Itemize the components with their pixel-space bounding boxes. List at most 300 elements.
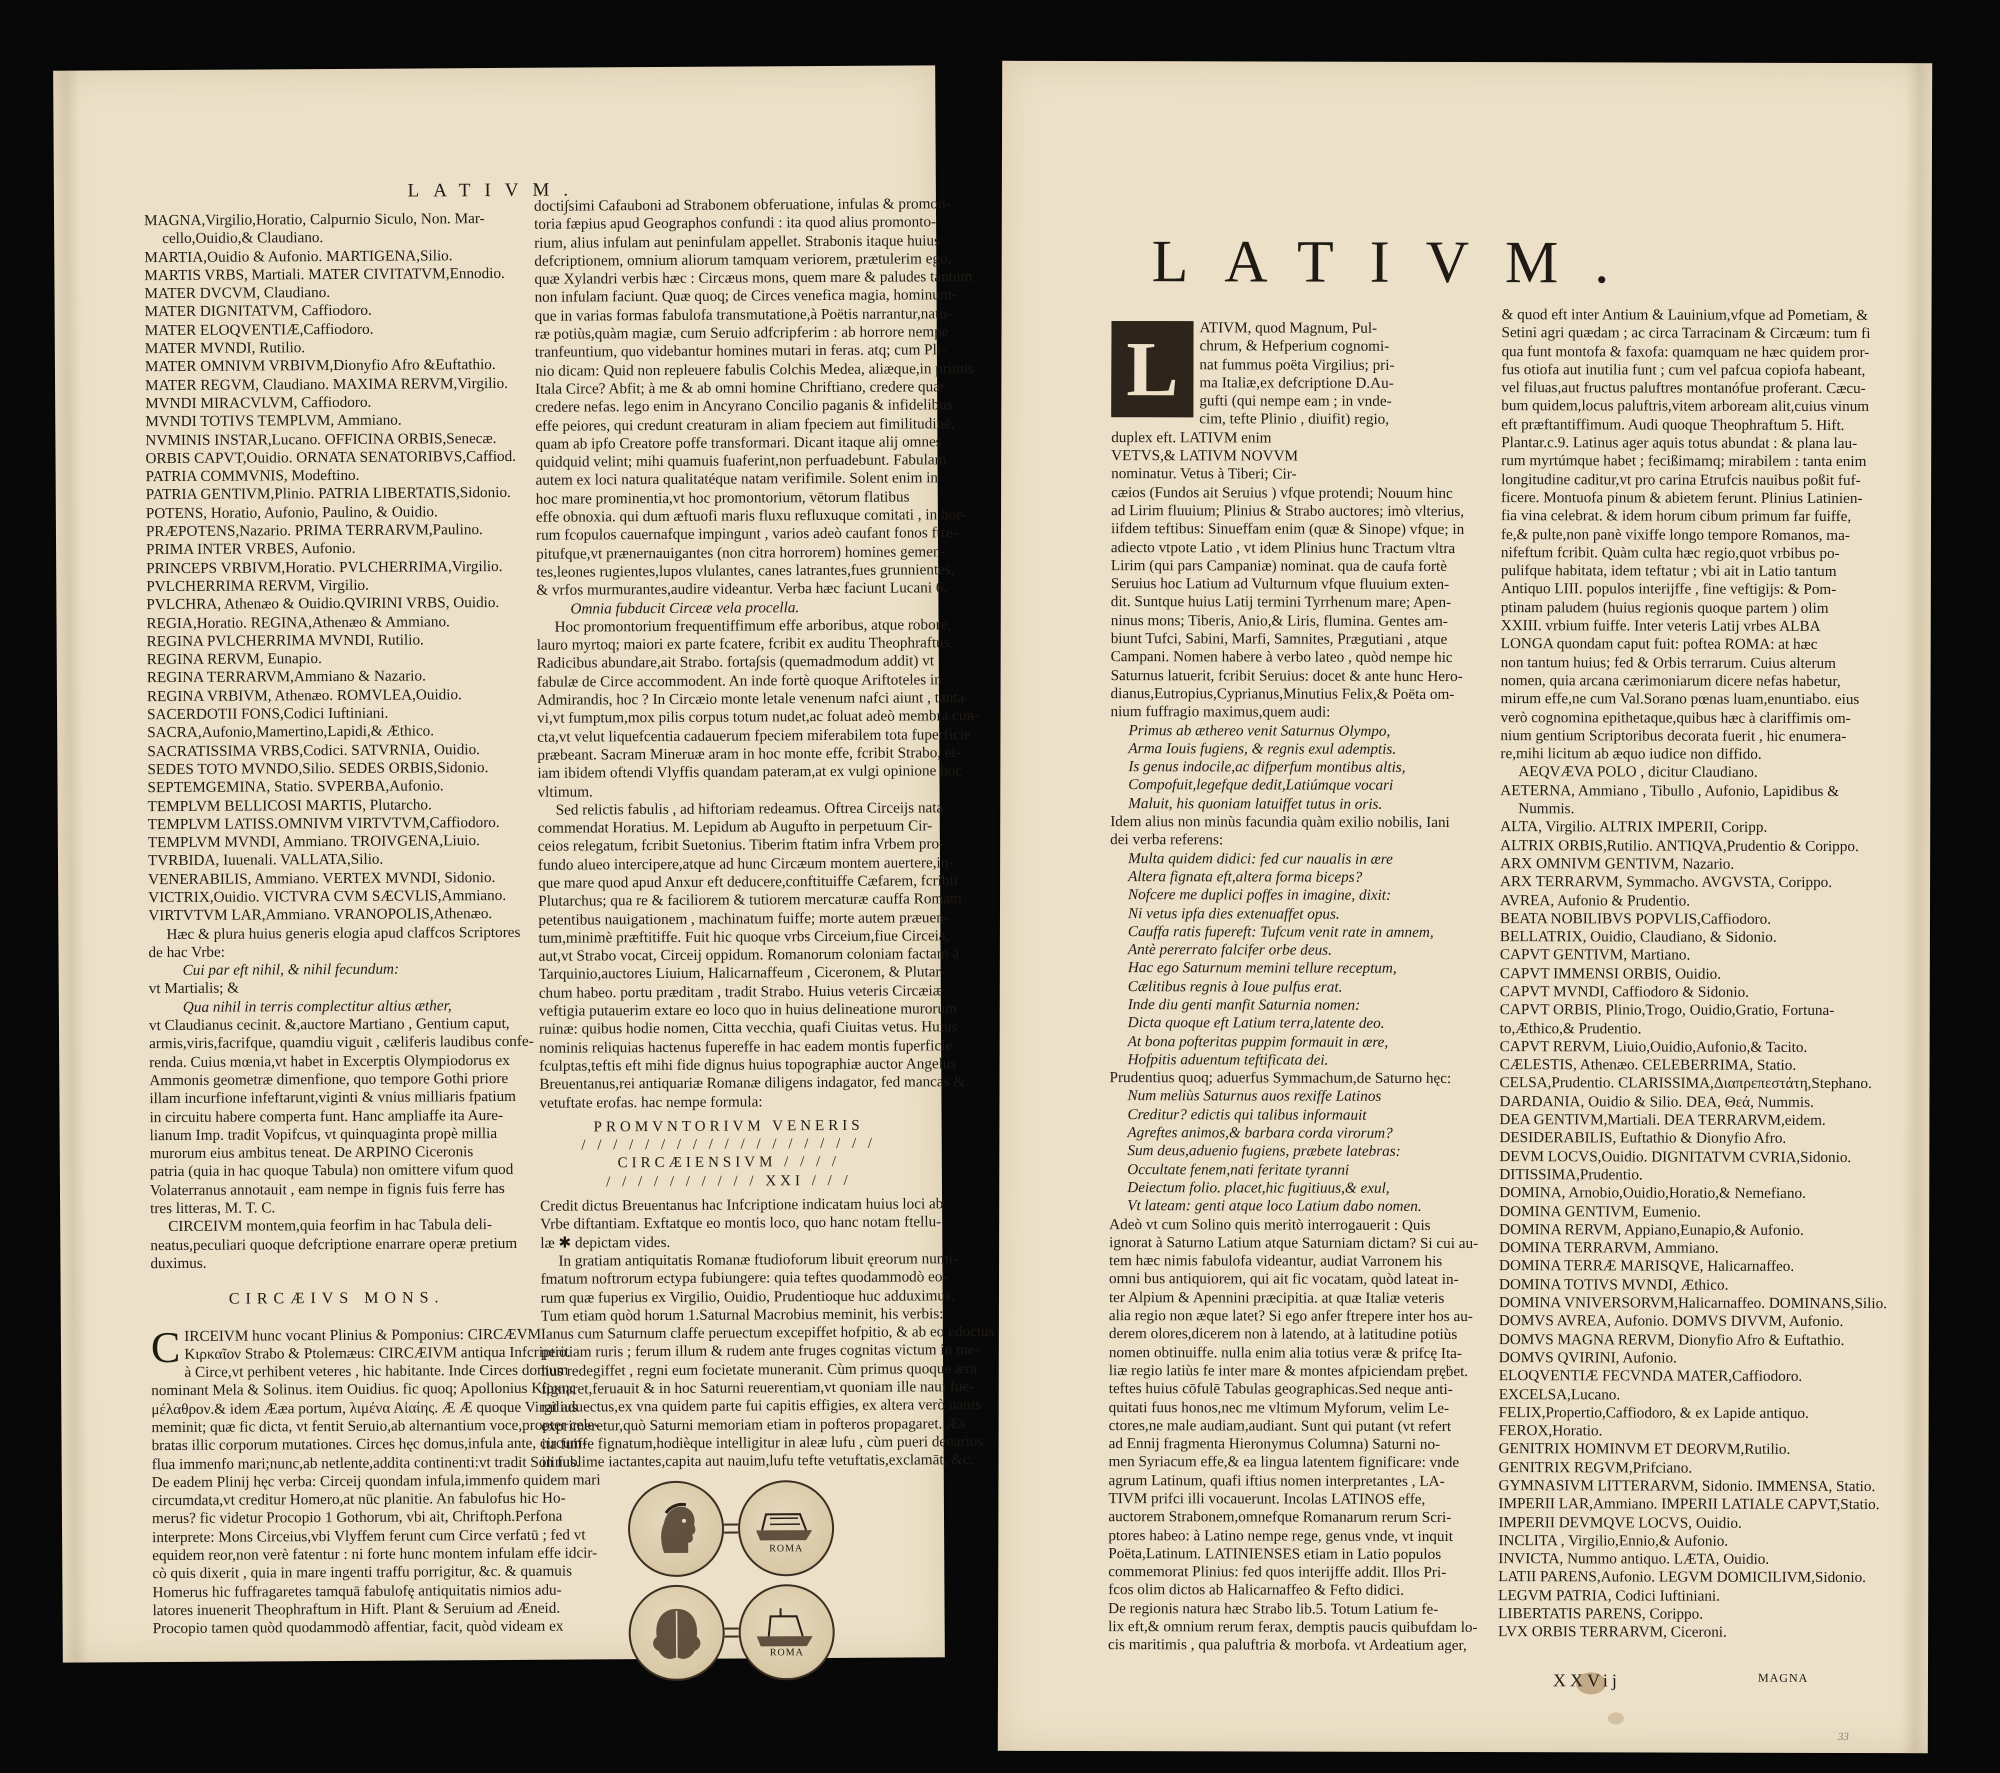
text-line: vt Martialis; & <box>148 980 240 998</box>
text-line: REGINA PVLCHERRIMA MVNDI, Rutilio. <box>146 631 424 650</box>
text-line: tranfeuntium, quo videbantur homines mutari in feras. atq; cum Pli- <box>534 341 947 362</box>
janus-head-icon <box>630 1587 723 1680</box>
text-line: bratas illic corporum mutationes. Circes hęc domus,infula ante, circum- <box>151 1434 588 1455</box>
text-line: De eadem Plinij hęc verba: Circeij quondam infula,immenfo quidem mari <box>151 1471 601 1492</box>
text-line: ma Italiæ,ex defcriptione D.Au- <box>1199 374 1394 392</box>
text-line: flua immenfo mari;nunc,ab netlente,addita continenti:vt tradit Solinus. <box>151 1453 580 1473</box>
text-line: AVREA, Aufonio & Prudentio. <box>1499 891 1691 910</box>
text-line: At bona pofteritas puppim formauit in ære, <box>1127 1032 1389 1051</box>
text-line: ELOQVENTIÆ FECVNDA MATER,Caffiodoro. <box>1498 1367 1803 1386</box>
text-line: SEDES TOTO MVNDO,Silio. SEDES ORBIS,Sidonio. <box>147 758 489 779</box>
decorated-initial-L: L <box>1111 321 1193 417</box>
text-line: NVMINIS INSTAR,Lucano. OFFICINA ORBIS,Senecæ. <box>145 429 497 449</box>
text-line: quam ab ipfo Creatore poffe transformari. Dicant itaque alij omnes <box>535 433 942 453</box>
text-line: MATER DIGNITATVM, Caffiodoro. <box>144 302 372 321</box>
text-line: non infulam faciunt. Quæ quoq; de Circes venefica magia, hominum- <box>534 286 957 307</box>
text-line: nat fummus poëta Virgilius; pri- <box>1199 355 1395 374</box>
text-line: tum,minimè præftitiffe. Fuit hic quoque vrbs Circeium,fiue Circeia, <box>538 927 950 947</box>
text-line: tem hæc nimis fabulofa videantur, audiat Varronem his <box>1109 1252 1443 1271</box>
text-line: præbeant. Sacram Mineruæ aram in hoc monte effe, fcribit Strabo, et- <box>537 744 961 764</box>
text-line: ptores habeo: à Latino nempe rege, genus vnde, vt inquit <box>1108 1526 1453 1545</box>
text-line: INCLITA , Virgilio,Ennio,& Aufonio. <box>1498 1531 1729 1550</box>
text-line: GENITRIX HOMINVM ET DEORVM,Rutilio. <box>1498 1440 1791 1459</box>
text-line: armis,viris,facrifque, quamdiu viguit , cæliferis laudibus confe- <box>149 1033 534 1053</box>
text-line: / / / / / / / / / / XXI / / / <box>606 1172 852 1191</box>
text-line: DESIDERABILIS, Euftathio & Dionyfio Afro. <box>1499 1129 1787 1148</box>
text-line: GENITRIX REGVM,Prifciano. <box>1498 1458 1693 1477</box>
text-line: vetuftate erofas. hac nempe formula: <box>539 1092 763 1112</box>
text-line: TEMPLVM MVNDI, Ammiano. TROIVGENA,Liuio. <box>147 832 480 852</box>
text-line: verò cognomina epithetaque,quibus hæc à clariffimis om- <box>1500 708 1851 727</box>
text-line: omni bus antiquiorem, qui ait fic vocatam, quòd lateat in- <box>1109 1270 1459 1289</box>
text-line: Lirim (qui pars Campaniæ) nominat. qua de caufa fortè <box>1110 556 1448 575</box>
text-line: Tarquinio,auctores Liuium, Halicarnaffeum , Ciceronem, & Plutar- <box>538 963 946 984</box>
text-line: MARTIS VRBS, Martiali. MATER CIVITATVM,Ennodio. <box>144 264 505 285</box>
text-line: nium gentium Scriptoribus decorata fuerit , hic enumera- <box>1500 726 1847 745</box>
text-line: commendat Horatius. M. Lepidum ab Augufto in perpetuum Cir- <box>537 817 933 837</box>
text-line: FEROX,Horatio. <box>1498 1422 1603 1440</box>
text-line: Volaterranus annotauit , eam nempe in fignis fuis ferre has <box>149 1179 505 1199</box>
text-line: & quod eft inter Antium & Lauinium,vfque ad Pometiam, & <box>1501 306 1869 325</box>
coin-link-1 <box>724 1524 738 1534</box>
text-line: IRCEIVM hunc vocant Plinius & Pomponius: CIRCÆVM <box>184 1325 542 1345</box>
text-line: BEATA NOBILIBVS POPVLIS,Caffiodoro. <box>1499 909 1772 928</box>
text-line: hoc mare prominentia,vt hoc promontorium, vētorum flatibus <box>535 488 910 508</box>
right-column-2 <box>1498 306 1888 1643</box>
text-line: toria fæpius apud Geographos confundi : ita quod alius promonto- <box>534 213 937 234</box>
text-line: fignaret,feruauit & in hoc Saturni reuerentiam,vt quoniam ille naui fue- <box>541 1378 975 1398</box>
text-line: Occultate fenem,nati feritate tyranni <box>1127 1160 1350 1179</box>
text-line: defcriptionem, omnium aliorum tamquam veriorem, prætulerim ego, <box>534 250 952 270</box>
text-line: tes,leones rugientes,lupos vlulantes, canes latrantes,fues grunnientes, <box>536 561 955 581</box>
text-line: Admirandis, hoc ? In Circæio monte letale venenum nafci aiunt , tanta <box>536 689 965 709</box>
circaeius-mons-text <box>150 1322 601 1638</box>
text-line: Tum etiam quòd horum 1.Saturnal Macrobius meminit, his verbis: <box>540 1305 944 1325</box>
text-line: ignorat à Saturno Latium atque Saturniam dictam? Si cui au- <box>1109 1233 1479 1252</box>
text-line: fabulæ de Circe accommodent. An inde fortè quoque Ariftoteles in <box>536 671 942 691</box>
text-line: duximus. <box>150 1254 207 1273</box>
text-line: fus otiofa aut inutilia funt ; cum vel pafcua copiofa habeant, <box>1501 360 1866 379</box>
text-line: Altera fignata eft,altera forma biceps? <box>1128 868 1363 886</box>
text-line: Arma Iouis fugiens, & regnis exul ademptis. <box>1128 739 1397 758</box>
text-line: PRÆPOTENS,Nazario. PRIMA TERRARVM,Paulino. <box>145 521 483 541</box>
text-line: DOMVS AVREA, Aufonio. DOMVS DIVVM, Aufonio. <box>1498 1312 1844 1331</box>
text-line: DOMVS MAGNA RERVM, Dionyfio Afro & Euftathio. <box>1498 1330 1845 1349</box>
text-line: MATER REGVM, Claudiano. MAXIMA RERVM,Virgilio. <box>145 374 509 394</box>
left-column-2 <box>533 195 995 1690</box>
right-column-1-text <box>1108 319 1483 1656</box>
left-page-edge-shade <box>53 71 89 1663</box>
text-line: autem ex loci natura qualitatéque natam verifimile. Solent enim in <box>535 469 939 490</box>
text-line: cta,vt velut liquefcentia cadauerum fpeciem miferabilem tota fuperficie <box>537 725 971 746</box>
text-line: fculptas,teftis eft mihi fide dignus huius topographiæ auctor Angelus <box>539 1055 957 1075</box>
text-line: MVNDI TOTIVS TEMPLVM, Ammiano. <box>145 411 402 431</box>
text-line: Is genus indocile,ac difperfum montibus altis, <box>1128 758 1406 776</box>
text-line: REGIA,Horatio. REGINA,Athenæo & Ammiano. <box>146 612 450 632</box>
text-line: INVICTA, Nummo antiquo. LÆTA, Ouidio. <box>1498 1550 1770 1568</box>
text-line: DEVM LOCVS,Ouidio. DIGNITATVM CVRIA,Sidonio. <box>1499 1147 1852 1166</box>
drop-cap-C: C <box>150 1322 181 1372</box>
text-line: PRIMA INTER VRBES, Aufonio. <box>146 540 356 559</box>
text-line: de hac Vrbe: <box>148 943 225 962</box>
left-column-1-text <box>144 210 534 1273</box>
right-page-edge-shade <box>1902 63 1932 1753</box>
text-line: Qua nihil in terris complectitur altius æther, <box>182 997 452 1016</box>
text-line: CAPVT IMMENSI ORBIS, Ouidio. <box>1499 964 1722 983</box>
text-line: Multa quidem didici: fed cur naualis in ære <box>1128 849 1393 868</box>
left-column-2-text <box>533 195 980 1112</box>
text-line: in fublime iactantes,capita aut nauim,lufu tefte vetuftatis,exclamāt, &c. <box>541 1451 974 1471</box>
text-line: DOMINA TERRARVM, Ammiano. <box>1499 1239 1719 1257</box>
text-line: agrum Latinum, quafi iftius nomen interpretantes , LA- <box>1108 1471 1445 1490</box>
text-line: In gratiam antiquitatis Romanæ ftudioforum libuit ęreorum numi- <box>558 1250 958 1270</box>
text-line: Setini agri quædam ; ac circa Tarracinam & Circæum: tum fi <box>1501 324 1871 343</box>
text-line: cim, tefte Plinio , diuifit) regio, <box>1199 410 1390 429</box>
text-line: vi,vt fumptum,mox pilis corpus totum nudet,ac foluat adeò membra cun- <box>537 707 980 728</box>
text-line: MARTIA,Ouidio & Aufonio. MARTIGENA,Silio. <box>144 246 453 266</box>
text-line: AETERNA, Ammiano , Tibullo , Aufonio, Lapidibus & <box>1500 781 1840 800</box>
text-line: CIRCÆIENSIVM / / / / <box>617 1154 841 1172</box>
text-line: ræ potiùs,quàm magiæ, cum Seruio adfcripferim : ab horrore nempe <box>534 323 949 343</box>
text-line: derem olores,dicerem non à latendo, at à latitudine potiùs <box>1108 1325 1458 1344</box>
text-line: latores inuenerit Theophraftum in Hift. Plant & Seruium ad Æneid. <box>152 1599 561 1620</box>
text-line: longitudine caditur,vt pro carina Etrufcis nauibus poßit fuf- <box>1501 470 1861 489</box>
text-line: vltimum. <box>537 782 593 801</box>
text-line: Num meliùs Saturnus auos rexiffe Latinos <box>1127 1087 1382 1106</box>
text-line: Homerus hic fuffragaretes tamquā fabulofę antiquitatis nimios adu- <box>152 1581 562 1601</box>
text-line: Cælitibus regnis à Ioue pulfus erat. <box>1127 977 1343 996</box>
text-line: TVRBIDA, Iuuenali. VALLATA,Silio. <box>147 851 384 870</box>
text-line: effe peiores, qui credunt creaturam in aliam fpeciem aut fimilitudinē, <box>535 414 955 435</box>
text-line: circumdata,vt creditur Homero,at nūc planitie. An fabulofus hic Ho- <box>151 1489 566 1510</box>
text-line: CAPVT ORBIS, Plinio,Trogo, Ouidio,Gratio, Fortuna- <box>1499 1001 1835 1020</box>
ship-prow-icon-2 <box>740 1586 833 1679</box>
text-line: IMPERII LAR,Ammiano. IMPERII LATIALE CAPVT,Statio. <box>1498 1495 1880 1514</box>
text-line: DOMINA GENTIVM, Eumenio. <box>1499 1202 1701 1221</box>
text-line: merus? fic videtur Procopio 1 Gothorum, vbi ait, Chriftoph.Perfona <box>151 1508 563 1528</box>
text-line: Ianus cum Saturnum claffe peruectum excepiffet hofpitio, & ab eo edoctus <box>540 1323 995 1343</box>
text-line: Antiquo LIII. populos interijffe , fine veftigijs: & Pom- <box>1500 580 1837 599</box>
text-line: Adeò vt cum Solino quis meritò interrogauerit : Quis <box>1109 1215 1431 1234</box>
text-line: Nummis. <box>1518 800 1575 818</box>
text-line: dianus,Eutropius,Cyprianus,Minutius Felix,& Poëta om- <box>1110 685 1455 703</box>
text-line: eft præftantiffimum. Audi quoque Theophraftum 5. Hift. <box>1501 415 1845 434</box>
text-line: REGINA RERVM, Eunapio. <box>146 650 322 669</box>
text-line: fcos olim dictos ab Halicarnaffeo & Fefto didici. <box>1108 1581 1405 1600</box>
text-line: cò quis dixerit , quia in mare ingenti traffu porrigitur, &c. & quamuis <box>152 1562 573 1583</box>
text-line: CAPVT MVNDI, Caffiodoro & Sidonio. <box>1499 983 1750 1001</box>
text-line: nominant Mela & Solinus. item Ouidius. fic quoq; Apollonius Κίρκης <box>151 1379 576 1400</box>
text-line: Creditur? edictis qui talibus informauit <box>1127 1105 1367 1124</box>
text-line: DOMVS QVIRINI, Aufonio. <box>1498 1349 1677 1367</box>
text-line: rium, alius infulam aut peninfulam appellet. Strabonis itaque huius <box>534 231 941 252</box>
text-line: non tantum huius; fed & Orbis terrarum. Cuius alterum <box>1500 653 1837 672</box>
text-line: ita fuiffe fignatum,hodièque intelligitur in aleæ lufu , cùm pueri denarios <box>541 1432 984 1453</box>
text-line: que mare quod apud Anxur eft deducere,conftituiffe Cæfarem, fcribit <box>538 872 958 892</box>
text-line: Itala Circe? Abfit; à me & ab omni homine Chriftiano, credere quæ <box>535 378 944 398</box>
text-line: Inde diu genti manfit Saturnia nomen: <box>1127 996 1361 1014</box>
text-line: petentibus nauigationem , machinatum fuiffe; morte autem præuen- <box>538 908 949 929</box>
text-line: rum fcopulos cauernafque impingunt , varios adeò caufant fonos ftre- <box>535 524 958 545</box>
text-line: à Circe,vt perhibent veteres , hic habitante. Inde Circes domum <box>184 1361 569 1382</box>
text-line: ARX OMNIVM GENTIVM, Nazario. <box>1500 854 1735 873</box>
text-line: PATRIA COMMVNIS, Modeftino. <box>145 467 360 486</box>
text-line: PVLCHERRIMA RERVM, Virgilio. <box>146 576 369 596</box>
ship-prow-icon <box>740 1482 833 1575</box>
text-line: REGINA TERRARVM,Ammiano & Nazario. <box>146 667 426 687</box>
right-column-1 <box>1108 319 1483 1656</box>
text-line: CÆLESTIS, Athenæo. CELEBERRIMA, Statio. <box>1499 1056 1797 1075</box>
text-line: equidem reor,non verè fatentur : ni forte hunc montem infulam effe idcir- <box>152 1544 598 1565</box>
text-line: quitati fuus honos,nec me vltimum Myforum, velim Le- <box>1108 1398 1450 1417</box>
left-page <box>53 65 995 1662</box>
text-line: Ammonis geometræ dimenfione, quo tempore Gothi priore <box>149 1069 509 1090</box>
text-line: Compofuit,legefque dedit,Latiúmque vocari <box>1128 776 1394 795</box>
text-line: cello,Ouidio,& Claudiano. <box>162 229 324 248</box>
text-line: bum quidem,locus paluftris,vitem arboream alit,cuius vinum <box>1501 397 1870 416</box>
text-line: lauro myrtoq; maiori ex parte fcatere, fcribit ex auditu Theophraftus. <box>536 634 954 654</box>
text-line: Seruius hoc Latium ad Vulturnum vfque fluuium exten- <box>1110 575 1450 594</box>
text-line: gufti (qui nempe eam ; in vnde- <box>1199 392 1392 410</box>
text-line: Prudentius quoq; aduerfus Symmachum,de Saturno hęc: <box>1109 1069 1452 1088</box>
text-line: nomen obtinuiffe. nulla enim alia totius veræ & prifcę Ita- <box>1108 1343 1463 1362</box>
text-line: rum quæ fuperius ex Virgilio, Ouidio, Prudentioque huc adduximus. <box>540 1286 955 1307</box>
text-line: DOMINA TERRÆ MARISQVE, Halicarnaffeo. <box>1499 1257 1795 1276</box>
text-line: SEPTEMGEMINA, Statio. SVPERBA,Aufonio. <box>147 777 444 797</box>
text-line: CAPVT GENTIVM, Martiano. <box>1499 946 1691 964</box>
coin-pair-1 <box>542 1480 921 1578</box>
text-line: EXCELSA,Lucano. <box>1498 1385 1621 1403</box>
text-line: ALTRIX ORBIS,Rutilio. ANTIQVA,Prudentio & Corippo. <box>1500 836 1859 855</box>
text-line: mirum effe,ne cum Val.Sorano pœnas luam,enuntiabo. eius <box>1500 690 1860 709</box>
text-line: BELLATRIX, Ouidio, Claudiano, & Sidonio. <box>1499 928 1777 946</box>
text-line: Omnia fubducit Circeæ vela procella. <box>570 598 800 618</box>
text-line: Plutarchus; qua re & faciliorem & tutiorem mercaturæ cauffa Romam <box>538 890 962 911</box>
text-line: ficere. Montuofa pinum & abietem ferunt. Plinius Latinien- <box>1501 489 1863 508</box>
text-line: biunt Tufci, Sabini, Marfi, Samnites, Prægutiani , atque <box>1110 630 1448 648</box>
inscription-block <box>540 1116 918 1191</box>
text-line: cis maritimis , qua paluftria & morbofa. vt Ardeatium ager, <box>1108 1636 1467 1655</box>
text-line: nomen, quia arcana cærimoniarum dicere nefas habetur, <box>1500 672 1841 690</box>
text-line: POTENS, Horatio, Aufonio, Paulino, & Ouidio. <box>145 503 438 522</box>
text-line: Procopio tamen quòd quodammodò affentiar, facit, quòd videam ex <box>152 1617 564 1638</box>
text-line: credere nefas. lego enim in Ancyrano Concilio paganis & infidelibus <box>535 396 953 417</box>
text-line: ter Alpium & Apennini præcipitia. at quæ Italiæ veteris <box>1108 1288 1445 1307</box>
text-line: Deiectum folio. placet,hic fugitiuus,& exul, <box>1127 1179 1390 1197</box>
text-line: meminit; quæ fic dicta, vt fentit Seruio,ab alternantium voce,propter cele- <box>151 1416 600 1437</box>
text-line: duplex eft. LATIVM enim <box>1111 428 1272 447</box>
right-page <box>998 61 1932 1753</box>
text-line: Credit dictus Breuentanus hac Infcriptione indicatam huius loci ab <box>540 1195 944 1215</box>
text-line: SACRATISSIMA VRBS,Codici. SATVRNIA, Ouidio. <box>147 740 480 760</box>
text-line: men Syriacum effe,& ea lingua latentem fignificare: vnde <box>1108 1453 1460 1472</box>
laureate-head-coin <box>628 1481 725 1578</box>
text-line: vt Claudianus cecinit. &,auctore Martiano , Gentium caput, <box>148 1015 510 1035</box>
text-line: exprimeretur,quò Saturni memoriam etiam in pofteros propagaret. Æs <box>541 1414 966 1435</box>
text-line: / / / / / / / / / / / / / / / / / / / <box>581 1135 877 1154</box>
text-line: MATER MVNDI, Rutilio. <box>144 339 306 358</box>
text-line: Sed relictis fabulis , ad hiftoriam redeamus. Oftrea Circeijs nata <box>555 799 944 819</box>
text-line: Maluit, his quoniam latuiffet tutus in oris. <box>1128 794 1383 813</box>
catchword: MAGNA <box>1757 1670 1809 1685</box>
text-line: in circuitu habere comperta funt. Hanc ampliaffe ita Aure- <box>149 1106 504 1126</box>
text-line: VIRTVTVM LAR,Ammiano. VRANOPOLIS,Athenæo. <box>148 905 493 925</box>
text-line: iam ibidem oftendi Vlyffis quandam pateram,at ex vulgi opinione hoc <box>537 762 963 782</box>
text-line: teftes huius cōfulē Tabulas geographicas.Sed neque anti- <box>1108 1380 1453 1399</box>
text-line: lianum Imp. tradit Vopifcus, vt quinquaginta propè millia <box>149 1124 498 1144</box>
text-line: ptinam paludem (huius regionis quoque partem ) olim <box>1500 598 1829 617</box>
text-line: nominatur. Vetus à Tiberi; Cir- <box>1111 465 1297 483</box>
text-line: De regionis natura hæc Strabo lib.5. Totum Latium fe- <box>1108 1599 1439 1618</box>
page-title: LATIVM. <box>1151 228 1646 296</box>
right-column-2-text <box>1498 306 1888 1643</box>
text-line: Κιρκαῖον Strabo & Ptolemæus: CIRCÆIVM antiqua Infcriptio. <box>184 1343 571 1363</box>
text-line: murorum eius ambitus teneat. De ARPINO Ciceronis <box>149 1143 474 1163</box>
text-line: MATER ELOQVENTIÆ,Caffiodoro. <box>144 320 374 339</box>
text-line: tres litteras, M. T. C. <box>150 1199 276 1218</box>
text-line: chum habeo. portu præditam , tradit Strabo. Huius veteris Circæiæ <box>538 982 943 1002</box>
pencil-margin-note: 33 <box>1837 1730 1849 1744</box>
circaeius-mons-lines <box>150 1322 601 1638</box>
text-line: DARDANIA, Ouidio & Silio. DEA, Θεά, Nummis. <box>1499 1092 1814 1111</box>
text-line: VENERABILIS, Ammiano. VERTEX MVNDI, Sidonio. <box>148 868 496 888</box>
text-line: re,mihi licitum ab æquo iudice non diffido. <box>1500 745 1762 763</box>
text-line: MVNDI MIRACVLVM, Caffiodoro. <box>145 393 372 413</box>
text-line: LEGVM PATRIA, Codici Iuftiniani. <box>1498 1586 1720 1605</box>
text-line: lius redegiffet , regni eum focietate muneranit. Cùm primus quoque æra <box>541 1359 977 1380</box>
text-line: μέλαθρον.& idem Ææa portum, λιμένα Αἰαίης. Æ Æ quoque Virgilius <box>151 1398 578 1418</box>
text-line: CELSA,Prudentio. CLARISSIMA,Διαπρεπεστάτη,Stephano. <box>1499 1074 1872 1093</box>
text-line: to,Æthico,& Prudentio. <box>1499 1019 1642 1038</box>
text-line: rat aduectus,ex vna quidem parte fui capitis effigies, ex altera verò nauis <box>541 1396 981 1417</box>
text-line: FELIX,Propertio,Caffiodoro, & ex Lapide antiquo. <box>1498 1403 1809 1422</box>
left-column-2-tail <box>540 1195 995 1472</box>
text-line: illam incurfione infeftarunt,viginti & vnius milliaris fpatium <box>149 1088 517 1108</box>
text-line: auctorem Strabonem,omnefque Romanarum rerum Scri- <box>1108 1508 1452 1527</box>
text-line: Campani. Nomen habere à verbo lateo , quòd nempe hic <box>1110 648 1453 667</box>
text-line: MAGNA,Virgilio,Horatio, Calpurnio Siculo, Non. Mar- <box>144 210 485 230</box>
janus-head-coin <box>628 1585 725 1682</box>
text-line: Ni vetus ipfa dies extenuaffet opus. <box>1127 904 1340 923</box>
text-line: MATER DVCVM, Claudiano. <box>144 284 331 303</box>
text-line: ceios relegatum, fcribit Suetonius. Tiberim ftatim infra Vrbem pro- <box>537 835 945 856</box>
text-line: Radicibus abundare,ait Strabo. forta∫sis (quemadmodum addit) vt <box>536 652 935 673</box>
text-line: iifdem teftibus: Sinueffam enim (quæ & Sinope) vfque; in <box>1110 520 1465 539</box>
text-line: VETVS,& LATIVM NOVVM <box>1111 447 1299 465</box>
text-line: ctores,ne male audiam,audiant. Sunt qui putant (vt refert <box>1108 1416 1452 1435</box>
coin-pair-2 <box>542 1584 921 1682</box>
text-line: Cui par eft nihil, & nihil fecundum: <box>182 960 400 980</box>
text-line: qua funt montofa & faxofa: quamquam ne hæc quidem pror- <box>1501 342 1870 361</box>
text-line: aut,vt Strabo vocat, Circeij oppidum. Romanorum coloniam factam à <box>538 945 960 965</box>
text-line: adiecto vtpote Latio , vt idem Plinius hunc Tractum vltra <box>1110 538 1456 557</box>
text-line: Poëta,Latinum. LATINIENSES etiam in Latio populos <box>1108 1544 1442 1563</box>
text-line: LONGA quondam caput fuit: poftea ROMA: at hæc <box>1500 635 1818 654</box>
text-line: cæios (Fundos ait Seruius ) vfque protendi; Nouum hinc <box>1111 483 1453 502</box>
text-line: DOMINA RERVM, Appiano,Eunapio,& Aufonio. <box>1499 1220 1804 1239</box>
text-line: Primus ab æthereo venit Saturnus Olympo, <box>1128 721 1391 740</box>
text-line: commemorat Plinius: fed quos interijffe addit. Illos Pri- <box>1108 1563 1447 1582</box>
coin-caption-roma-1: ROMA <box>769 1543 804 1555</box>
text-line: ARX TERRARVM, Symmacho. AVGVSTA, Corippo. <box>1500 873 1833 892</box>
ship-prow-coin <box>738 1480 835 1577</box>
text-line: Hac ego Saturnum memini tellure receptum, <box>1127 959 1397 978</box>
text-line: docti∫simi Cafauboni ad Strabonem obferuatione, infulas & promon- <box>533 195 951 215</box>
text-line: Agreftes animos,& barbara corda virorum? <box>1127 1124 1393 1142</box>
text-line: chrum, & Hefperium cognomi- <box>1199 337 1390 356</box>
ship-prow-coin-2 <box>738 1584 835 1681</box>
text-line: Nofcere me duplici poffes in imagine, dixit: <box>1128 886 1392 905</box>
text-line: effe obnoxia. qui dum æftuofi maris fluxu refluxuque comitati , in hor- <box>535 506 966 526</box>
text-line: DOMINA TOTIVS MVNDI, Æthico. <box>1498 1275 1729 1294</box>
text-line: PRINCEPS VRBIVM,Horatio. PVLCHERRIMA,Virgilio. <box>146 557 503 577</box>
text-line: MATER OMNIVM VRBIVM,Dionyfio Afro &Euftathio. <box>144 356 496 376</box>
text-line: alia regio non æque latet? Si ego anfer ftrepere inter hos au- <box>1108 1307 1473 1326</box>
text-line: SACRA,Aufonio,Mamertino,Lapidi,& Æthico. <box>147 722 435 742</box>
text-line: XXIII. vrbium fuiffe. Inter veteris Latij vrbes ALBA <box>1500 617 1821 635</box>
text-line: Cauffa ratis fupereft: Tufcum venit rate in amnem, <box>1127 922 1434 941</box>
text-line: IMPERII DEVMQVE LOCVS, Ouidio. <box>1498 1513 1742 1532</box>
text-line: ALTA, Virgilio. ALTRIX IMPERII, Coripp. <box>1500 818 1768 837</box>
text-line: fia vina celebrat. & idem horum cibum primum far fuiffe, <box>1501 507 1852 526</box>
text-line: ninus mons; Tiberis, Anio,& Liris, flumina. Gentes am- <box>1110 611 1448 630</box>
text-line: Dicta quoque eft Latium terra,latente deo. <box>1127 1014 1385 1033</box>
text-line: PATRIA GENTIVM,Plinio. PATRIA LIBERTATIS,Sidonio. <box>145 484 511 504</box>
text-line: nominis reliquias hactenus fupereffe in hac eadem montis fuperficie <box>539 1036 953 1057</box>
text-line: pulifque habitata, idem teftatur ; vbi ait in Latio tantum <box>1500 562 1837 581</box>
text-line: CAPVT RERVM, Liuio,Ouidio,Aufonio,& Tacito. <box>1499 1037 1808 1056</box>
text-line: ORBIS CAPVT,Ouidio. ORNATA SENATORIBVS,Caffiod. <box>145 447 517 468</box>
text-line: dei verba referens: <box>1110 831 1224 849</box>
text-line: Vrbe diftantiam. Exftatque eo montis loco, quo hanc notam ftellu- <box>540 1213 942 1234</box>
text-line: fe,& pulte,non panè vixiffe longo tempore Romanos, ma- <box>1500 525 1850 544</box>
text-line: & vrfos murmurantes,audire videantur. Verba hæc faciunt Lucani 6. <box>536 579 948 600</box>
text-line: rum myrtúmque habet ; fecißimamq; mirabilem : tanta enim <box>1501 452 1867 471</box>
stain-mark-2 <box>1608 1712 1624 1724</box>
text-line: REGINA VRBIVM, Athenæo. ROMVLEA,Ouidio. <box>146 685 462 705</box>
text-line: DOMINA, Arnobio,Ouidio,Horatio,& Nemefiano. <box>1499 1184 1806 1203</box>
text-line: ad Ennij fragmenta Hieronymus Columna) Saturni no- <box>1108 1435 1441 1454</box>
text-line: Hofpitis aduentum teftificata dei. <box>1127 1050 1329 1069</box>
text-line: fmatum noftrorum ectypa fubiungere: quia teftes quodammodò eo- <box>540 1268 948 1288</box>
text-line: lix eft,& omnium rerum ferax, demptis paucis quibufdam lo- <box>1108 1618 1478 1637</box>
text-line: liæ regio latiùs fe inter mare & montes afpiciendam pręḃet. <box>1108 1361 1469 1380</box>
text-line: Hoc promontorium frequentiffimum effe arboribus, atque robore, <box>554 616 952 636</box>
text-line: DITISSIMA,Prudentio. <box>1499 1166 1643 1184</box>
text-line: TIVM prifci illi vocauerunt. Incolas LATINOS effe, <box>1108 1490 1426 1508</box>
text-line: SACERDOTII FONS,Codici Iuftiniani. <box>147 704 389 724</box>
coin-caption-roma-2: ROMA <box>769 1647 804 1659</box>
text-line: ATIVM, quod Magnum, Pul- <box>1199 319 1378 337</box>
text-line: LIBERTATIS PARENS, Corippo. <box>1498 1605 1704 1623</box>
text-line: nio dicam: Quid non repleuere fabulis Colchis Medea, aliæque,in primis <box>534 359 975 380</box>
text-line: fundo alueo intercipere,atque ad hunc Circæum montem auertere,in- <box>537 853 954 874</box>
text-line: Sum deus,aduenio fugiens, præbete latebras: <box>1127 1142 1401 1161</box>
text-line: peritiam ruris ; ferum illum & rudem ante fruges cognitas victum in me- <box>540 1341 980 1362</box>
text-line: AEQVÆVA POLO , dicitur Claudiano. <box>1518 763 1758 782</box>
text-line: Saturnus latuerit, fcribit Seruius: docet & ante hunc Hero- <box>1110 666 1463 685</box>
text-line: TEMPLVM LATISS.OMNIVM VIRTVTVM,Caffiodoro. <box>147 813 500 833</box>
text-line: Antè pererrato falcifer orbe deus. <box>1127 941 1332 959</box>
text-line: Hæc & plura huius generis elogia apud claffcos Scriptores <box>166 923 521 943</box>
text-line: nium fuffragio maximus,quem audi: <box>1110 703 1331 721</box>
text-line: LATII PARENS,Aufonio. LEGVM DOMICILIVM,Sidonio. <box>1498 1568 1867 1587</box>
text-line: dit. Suntque huius Latij termini Tyrrhenum mare; Apen- <box>1110 593 1452 612</box>
text-line: DOMINA VNIVERSORVM,Halicarnaffeo. DOMINANS,Silio. <box>1498 1294 1888 1313</box>
text-line: Plantar.c.9. Latinus ager aquis totus abundat : & plana lau- <box>1501 434 1858 453</box>
text-line: LVX ORBIS TERRARVM, Ciceroni. <box>1498 1623 1727 1642</box>
circaeius-mons-heading: CIRCÆIVS MONS. <box>228 1289 445 1308</box>
